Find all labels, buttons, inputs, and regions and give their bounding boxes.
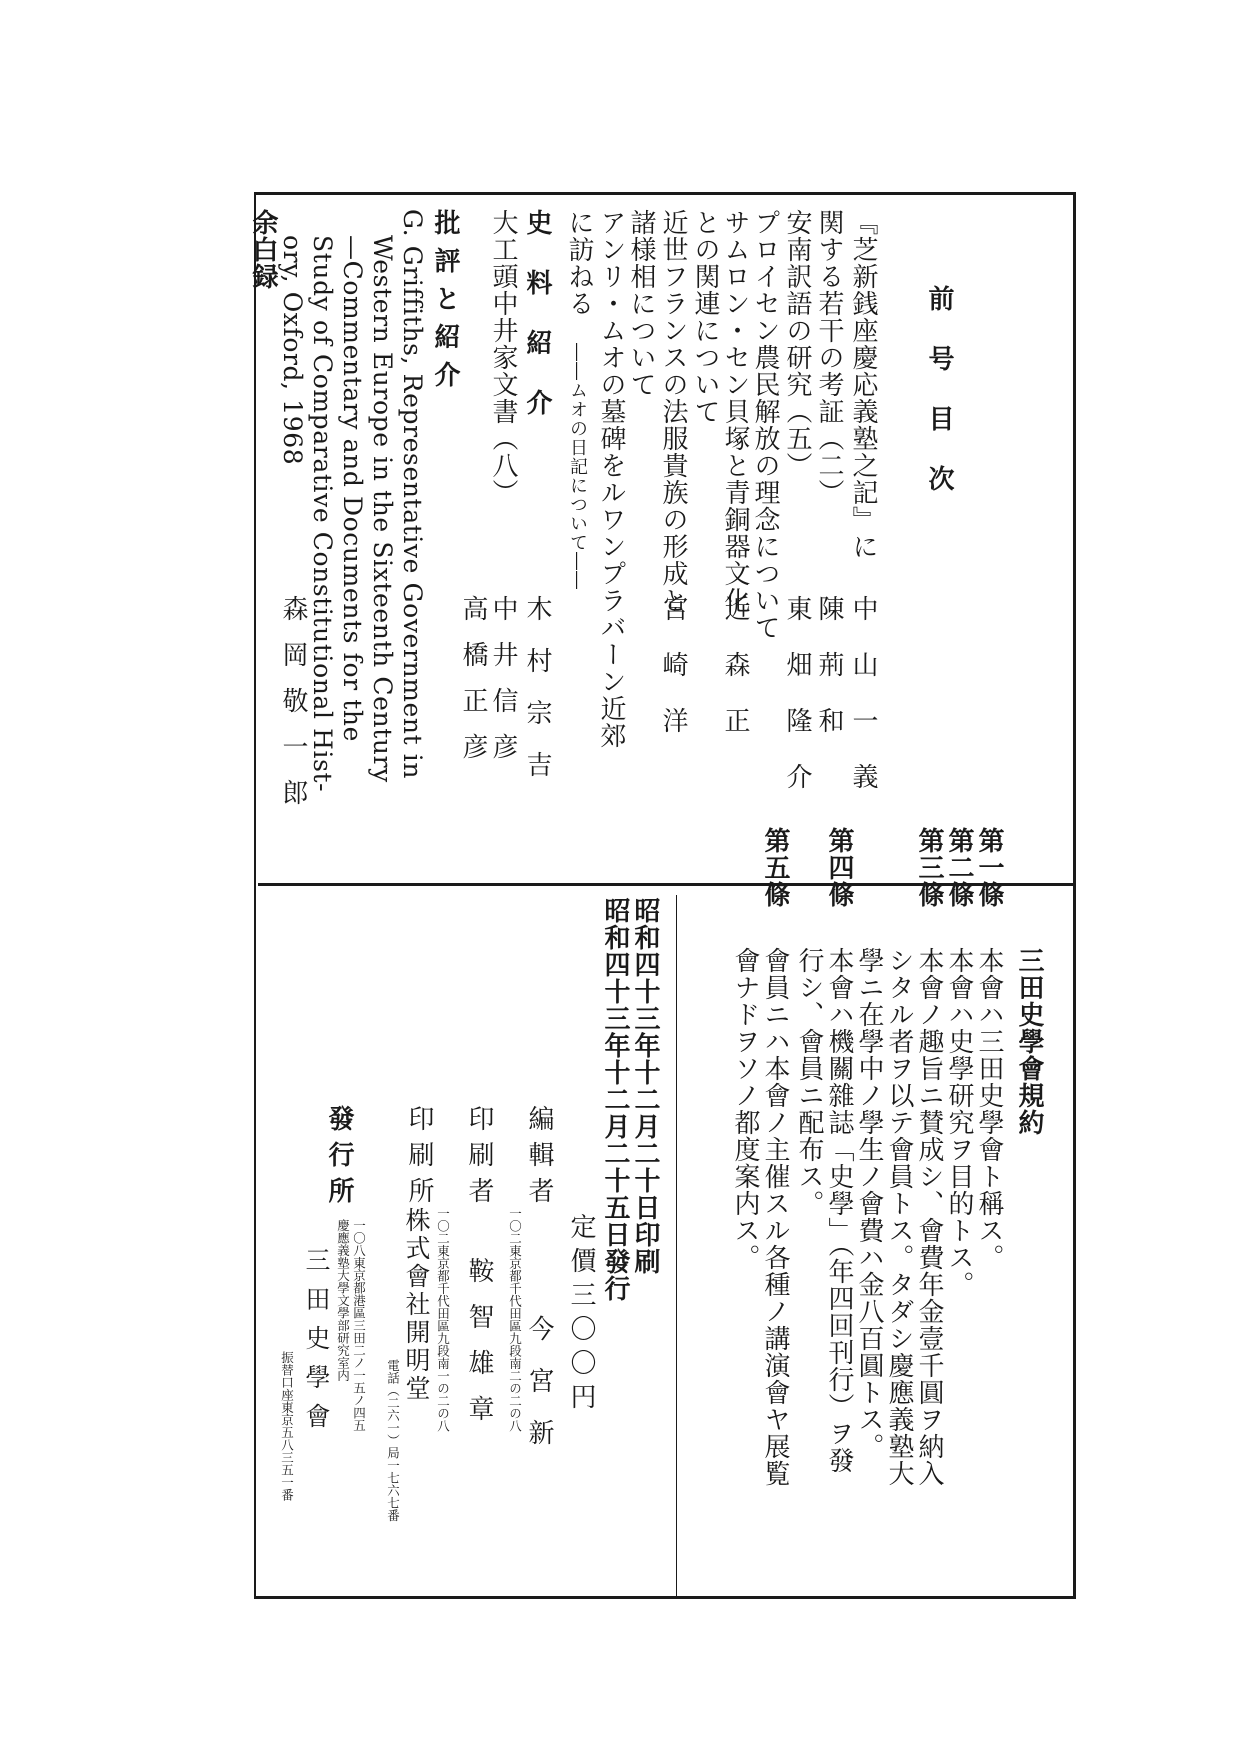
toc-article-4-author: 近森正 <box>720 595 750 763</box>
toc-article-1-line-2: 関する若干の考証（二） <box>814 209 844 506</box>
vertical-divider <box>676 895 677 1599</box>
toc-reviews-heading: 批評と紹介 <box>430 209 460 399</box>
toc-article-5-author: 宮崎洋 <box>658 595 688 763</box>
toc-review-author: 森岡敬一郎 <box>278 595 308 825</box>
colophon-issue-date: 昭和四十三年十二月二十五日發行 <box>600 897 630 1302</box>
toc-sources-heading: 史料紹介 <box>522 209 552 449</box>
toc-article-6-line-1: アンリ・ムオの墓碑をルワンプラバーン近郊 <box>596 209 626 749</box>
colophon-price: 定價三〇〇円 <box>566 1213 596 1417</box>
rules-title: 三田史學會規約 <box>1014 947 1044 1136</box>
rules-article-5-label: 第五條 <box>760 827 790 908</box>
rules-article-3-label: 第三條 <box>914 827 944 908</box>
toc-article-4-line-2: との関連について <box>690 209 720 425</box>
colophon-publisher-account: 振替口座東京五八三五一番 <box>279 1351 295 1501</box>
toc-article-2-author: 陳荊和 <box>814 595 844 763</box>
toc-misc: 余白録 <box>248 209 278 290</box>
rules-article-4-line-2: 行シ、會員ニ配布ス。 <box>794 947 824 1217</box>
toc-source-author-3: 高橋正彦 <box>458 595 488 779</box>
rules-article-2-text: 本會ハ史學研究ヲ目的トス。 <box>944 947 974 1298</box>
colophon-editor-address: 一〇二東京都千代田區九段南二の二の八 <box>507 1207 523 1432</box>
colophon-publisher-address: 一〇八東京都港區三田二ノ一五ノ四五 <box>351 1219 367 1432</box>
rules-article-5-line-2: 會ナドヲソノ都度案内ス。 <box>730 947 760 1271</box>
toc-source-line-1: 大工頭中井家文書（八） <box>488 209 518 506</box>
colophon-print-date: 昭和四十三年十二月二十日印刷 <box>630 897 660 1275</box>
rules-article-3-line-3: 學ニ在學中ノ學生ノ會費ハ金八百圓トス。 <box>854 947 884 1460</box>
toc-article-3-line-1: プロイセン農民解放の理念について <box>750 209 780 641</box>
rules-article-1-text: 本會ハ三田史學會ト稱ス。 <box>974 947 1004 1271</box>
toc-article-3-author: 東畑隆介 <box>782 595 812 819</box>
toc-source-author-2: 中井信彦 <box>488 595 518 779</box>
toc-review-line-1: G. Griffiths, Representative Government in <box>398 209 427 780</box>
rules-article-2-label: 第二條 <box>944 827 974 908</box>
toc-source-author-1: 木村宗吉 <box>522 595 552 803</box>
colophon-print-shop-label: 印刷所 <box>404 1105 434 1213</box>
toc-review-line-5: ory, Oxford, 1968 <box>278 235 307 466</box>
toc-article-1-author: 中山一義 <box>848 595 878 819</box>
colophon-printer-name: 鞍智雄章 <box>464 1257 494 1441</box>
toc-article-6-subtitle: ――ムオの日記について―― <box>567 343 588 590</box>
colophon-print-shop-name: 株式會社開明堂 <box>402 1207 431 1403</box>
toc-article-5-line-2: 諸様相について <box>626 209 656 398</box>
colophon-print-shop-phone: 電話（二六一）局一七六七番 <box>385 1359 401 1522</box>
colophon-editor-label: 編輯者 <box>524 1105 554 1213</box>
colophon-publisher-address-2: 慶應義塾大學文學部研究室内 <box>335 1219 351 1382</box>
rules-article-3-line-1: 本會ノ趣旨ニ賛成シ、會費年金壹千圓ヲ納入 <box>914 947 944 1487</box>
toc-title: 前号目次 <box>924 285 954 525</box>
toc-review-line-4: Study of Comparative Constitutional Hist- <box>308 235 337 793</box>
rules-article-4-label: 第四條 <box>824 827 854 908</box>
colophon-editor-name: 今宮新 <box>524 1315 554 1471</box>
rules-article-4-line-1: 本會ハ機關雜誌「史學」（年四回刊行）ヲ發 <box>824 947 854 1474</box>
toc-article-6-line-2: に訪ねる <box>564 209 594 317</box>
toc-review-line-3: —Commentary and Documents for the <box>338 235 367 742</box>
colophon-print-shop-address: 一〇二東京都千代田區九段南一の二の八 <box>435 1207 451 1432</box>
colophon-publisher-name: 三田史學會 <box>302 1247 331 1442</box>
colophon-publisher-label: 發行所 <box>324 1105 354 1213</box>
toc-article-2-line-1: 安南訳語の研究（五） <box>782 209 812 479</box>
toc-article-1-line-1: 『芝新銭座慶応義塾之記』に <box>848 209 878 560</box>
colophon-printer-label: 印刷者 <box>464 1105 494 1213</box>
rules-article-3-line-2: シタル者ヲ以テ會員トス。タダシ慶應義塾大 <box>884 947 914 1487</box>
rules-article-1-label: 第一條 <box>974 827 1004 908</box>
rules-article-5-line-1: 會員ニハ本會ノ主催スル各種ノ講演會ヤ展覧 <box>760 947 790 1487</box>
toc-article-4-line-1: サムロン・セン貝塚と青銅器文化 <box>720 209 750 614</box>
toc-article-5-line-1: 近世フランスの法服貴族の形成と <box>658 209 688 614</box>
toc-review-line-2: Western Europe in the Sixteenth Century <box>368 235 397 783</box>
page-frame <box>248 192 1076 1599</box>
